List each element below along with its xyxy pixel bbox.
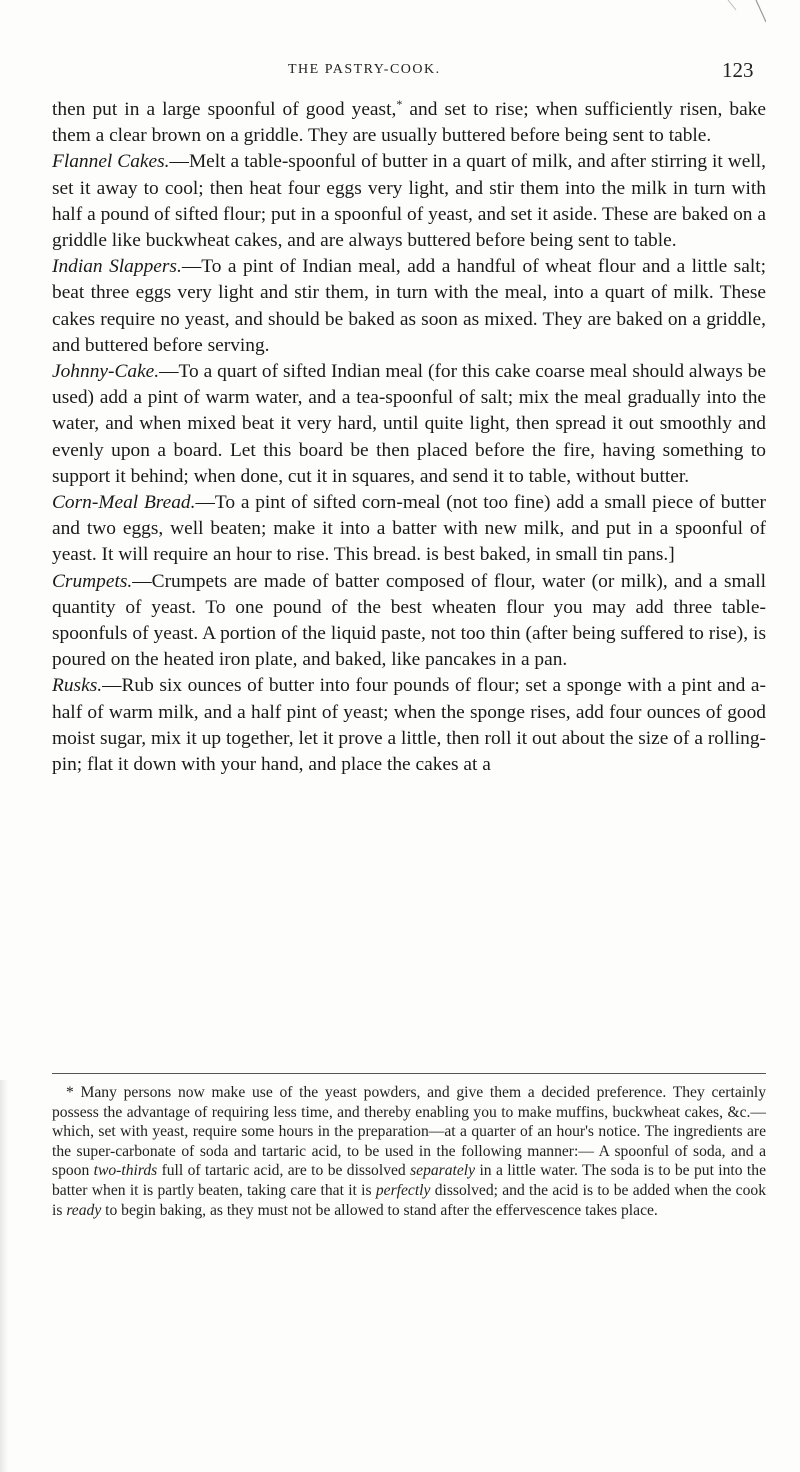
footnote-part: full of tartaric acid, are to be dissolved <box>157 1162 411 1180</box>
recipe-title: Corn-Meal Bread. <box>52 492 196 514</box>
footnote-marker: * <box>66 1084 81 1101</box>
recipe-title: Rusks. <box>52 675 103 697</box>
page-edge-shadow <box>0 1080 8 1472</box>
footnote <box>52 1083 766 1220</box>
footnote-emphasis: two-thirds <box>93 1162 158 1180</box>
footnote-reference: * <box>396 97 403 111</box>
recipe-title: Indian Slappers. <box>52 256 182 278</box>
main-text <box>52 97 766 778</box>
recipe-text: —To a pint of sifted corn-meal (not too fine) add a small piece of butter and two eggs, well beaten; make it into a batter with new milk, and put in a spoonful of yeast. It will require an hour to rise. This bread. is best baked, in small tin pans.] <box>52 492 766 566</box>
recipe-corn-meal-bread <box>52 490 766 569</box>
footnote-text <box>52 1083 766 1220</box>
footnote-divider <box>52 1073 766 1074</box>
recipe-title: Johnny-Cake. <box>52 361 160 383</box>
recipe-rusks <box>52 673 766 778</box>
recipe-text: —Rub six ounces of butter into four pounds of flour; set a sponge with a pint and a-half of warm milk, and a half pint of yeast; when the sponge rises, add four ounces of good moist sugar, mix it up together, let it prove a little, then roll it out about the size of a rolling-pin; flat it down with your hand, and place the cakes at a <box>52 675 766 776</box>
footnote-emphasis: ready <box>66 1201 102 1219</box>
footnote-part: Many persons now make use of the yeast powders, and give them a decided preference. They certainly possess the advantage of requiring less time, and thereby enabling you to make muffins, buckwheat cakes, &c.—which, set with yeast, require some hours in the preparation—at a quarter of an hour's notice. The ingredients are the super-carbonate of soda and tartaric acid, to be used in the following manner:— A spoonful of soda, and a spoon <box>52 1084 766 1180</box>
recipe-text: —Melt a table-spoonful of butter in a quart of milk, and after stirring it well, set it away to cool; then heat four eggs very light, and stir them into the milk in turn with half a pound of sifted flour; put in a spoonful of yeast, and set it aside. These are baked on a griddle like buckwheat cakes, and are always buttered before being sent to table. <box>52 151 766 252</box>
recipe-text: —Crumpets are made of batter composed of flour, water (or milk), and a small quantity of yeast. To one pound of the best wheaten flour you may add three table-spoonfuls of yeast. A portion of the liquid paste, not too thin (after being suffered to rise), is poured on the heated iron plate, and baked, like pancakes in a pan. <box>52 570 766 671</box>
page-corner-fold-mark <box>726 0 766 58</box>
footnote-emphasis: separately <box>410 1162 476 1180</box>
paragraph-continuation <box>52 97 766 149</box>
page-number: 123 <box>722 58 754 82</box>
recipe-flannel-cakes <box>52 149 766 254</box>
recipe-text: —To a quart of sifted Indian meal (for this cake coarse meal should always be used) add a pint of warm water, and a tea-spoonful of salt; mix the meal gradually into the water, and when mixed beat it very hard, until quite light, then spread it out smoothly and evenly upon a board. Let this board be then placed before the fire, having something to support it behind; when done, cut it in squares, and send it to table, without butter. <box>52 361 766 487</box>
recipe-crumpets <box>52 569 766 674</box>
recipe-text: —To a pint of Indian meal, add a handful of wheat flour and a little salt; beat three eggs very light and stir them, in turn with the meal, into a quart of milk. These cakes require no yeast, and should be baked as soon as mixed. They are baked on a griddle, and buttered before serving. <box>52 256 766 356</box>
footnote-part: to begin baking, as they must not be allowed to stand after the effervescence takes place. <box>101 1201 658 1219</box>
running-head: THE PASTRY-COOK. <box>288 62 441 77</box>
footnote-part: dissolved; and the acid is to be added when the cook is <box>52 1181 766 1219</box>
footnote-part: in a little water. The soda is to be put into the batter when it is partly beaten, taking care that it is <box>52 1162 766 1199</box>
recipe-title: Crumpets. <box>52 570 133 592</box>
recipe-indian-slappers <box>52 254 766 359</box>
page-header <box>0 58 800 92</box>
footnote-emphasis: perfectly <box>375 1181 431 1199</box>
recipe-johnny-cake <box>52 359 766 490</box>
paragraph-text-rest: and set to rise; when sufficiently risen, bake them a clear brown on a griddle. They are usually buttered before being sent to table. <box>52 99 767 147</box>
recipe-title: Flannel Cakes. <box>52 151 170 173</box>
paragraph-text: then put in a large spoonful of good yeast, <box>52 99 397 120</box>
